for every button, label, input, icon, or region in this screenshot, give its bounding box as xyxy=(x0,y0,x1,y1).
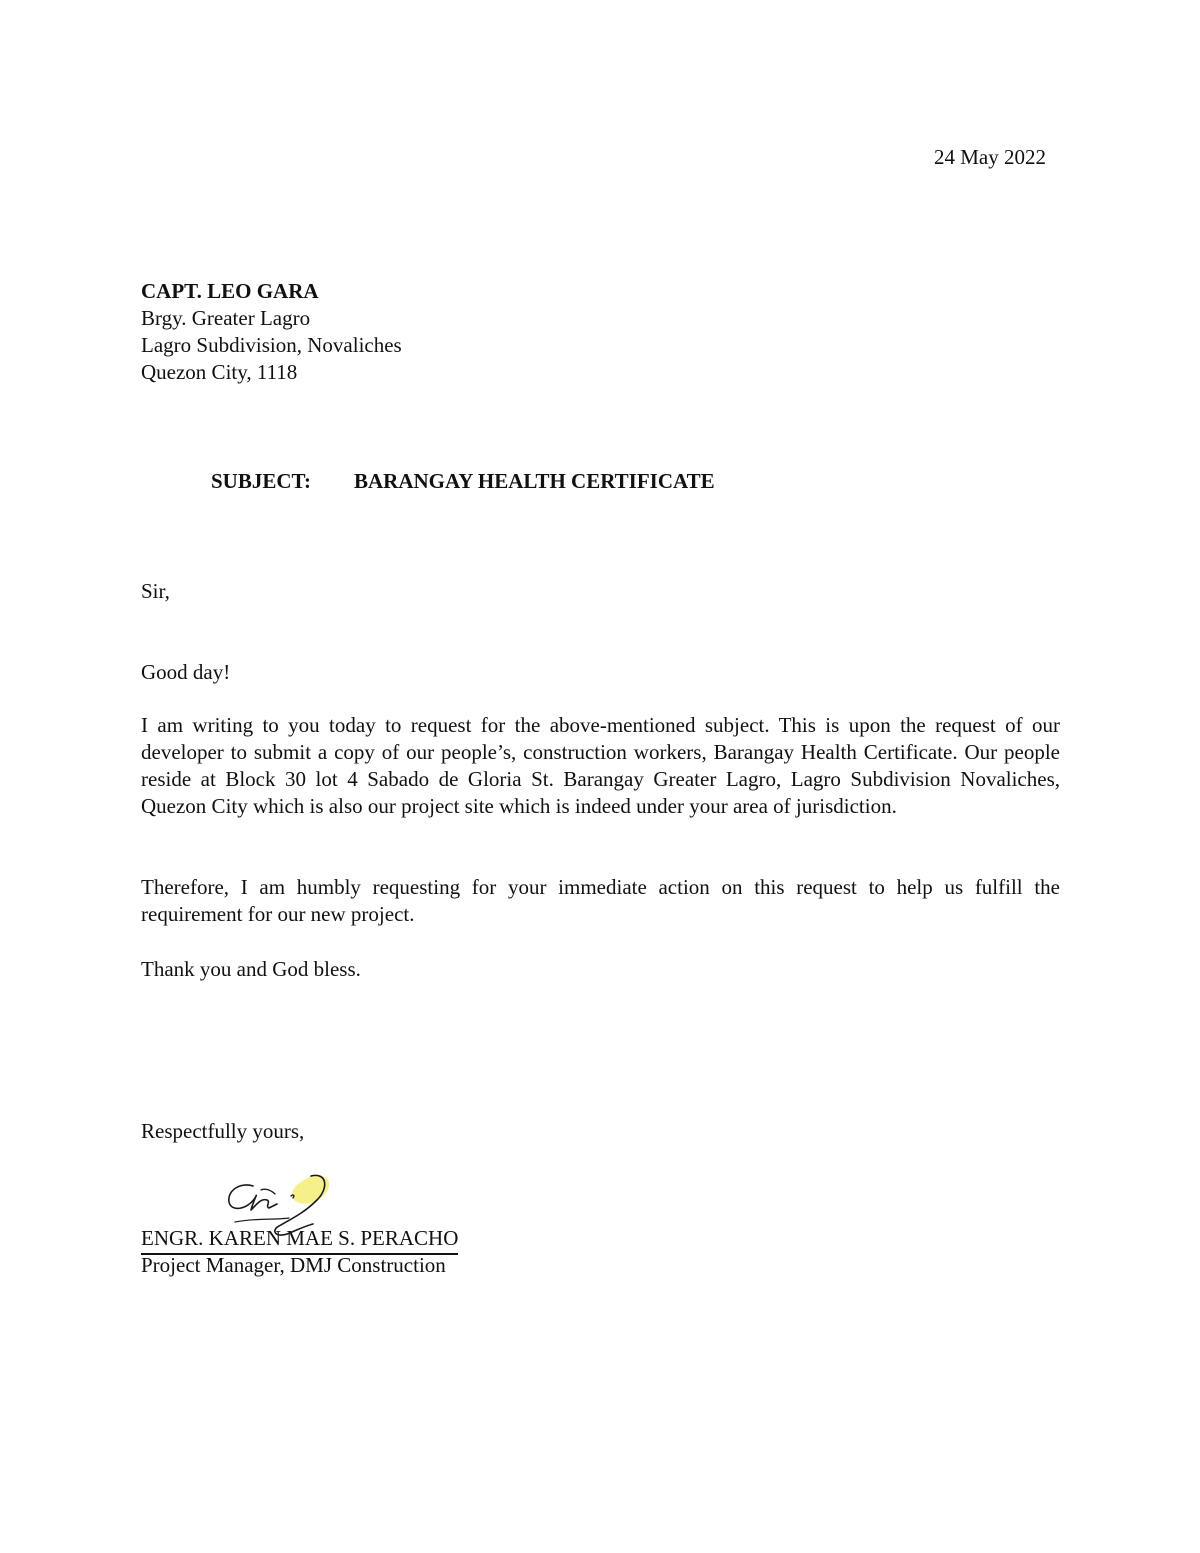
recipient-name: CAPT. LEO GARA xyxy=(141,279,319,303)
recipient-address-line: Brgy. Greater Lagro xyxy=(141,306,311,330)
subject-text: BARANGAY HEALTH CERTIFICATE xyxy=(354,469,715,493)
salutation: Sir, xyxy=(141,579,170,603)
complimentary-close: Respectfully yours, xyxy=(141,1119,305,1143)
body-paragraph: Therefore, I am humbly requesting for your immediate action on this request to help us fulfill the requirement for our new project. xyxy=(141,875,1060,926)
letter-date: 24 May 2022 xyxy=(934,145,1046,169)
subject-line xyxy=(211,468,715,495)
closing-line: Thank you and God bless. xyxy=(141,957,361,981)
subject-label: SUBJECT: xyxy=(211,469,311,493)
recipient-block xyxy=(141,278,741,386)
handwritten-signature-icon xyxy=(205,1168,355,1248)
signer-name: ENGR. KAREN MAE S. PERACHO xyxy=(141,1225,458,1255)
recipient-address-line: Quezon City, 1118 xyxy=(141,360,298,384)
greeting: Good day! xyxy=(141,660,231,684)
body-paragraph: I am writing to you today to request for the above-mentioned subject. This is upon the request of our developer to submit a copy of our people’s, construction workers, Barangay Health Certificate. Our people reside at Block 30 lot 4 Sabado de Gloria St. Barangay Greater Lagro, Lagro Subdivision Novaliches, Quezon City which is also our project site which is indeed under your area of jurisdiction. xyxy=(141,713,1060,818)
recipient-address-line: Lagro Subdivision, Novaliches xyxy=(141,333,402,357)
signer-position: Project Manager, DMJ Construction xyxy=(141,1253,446,1277)
